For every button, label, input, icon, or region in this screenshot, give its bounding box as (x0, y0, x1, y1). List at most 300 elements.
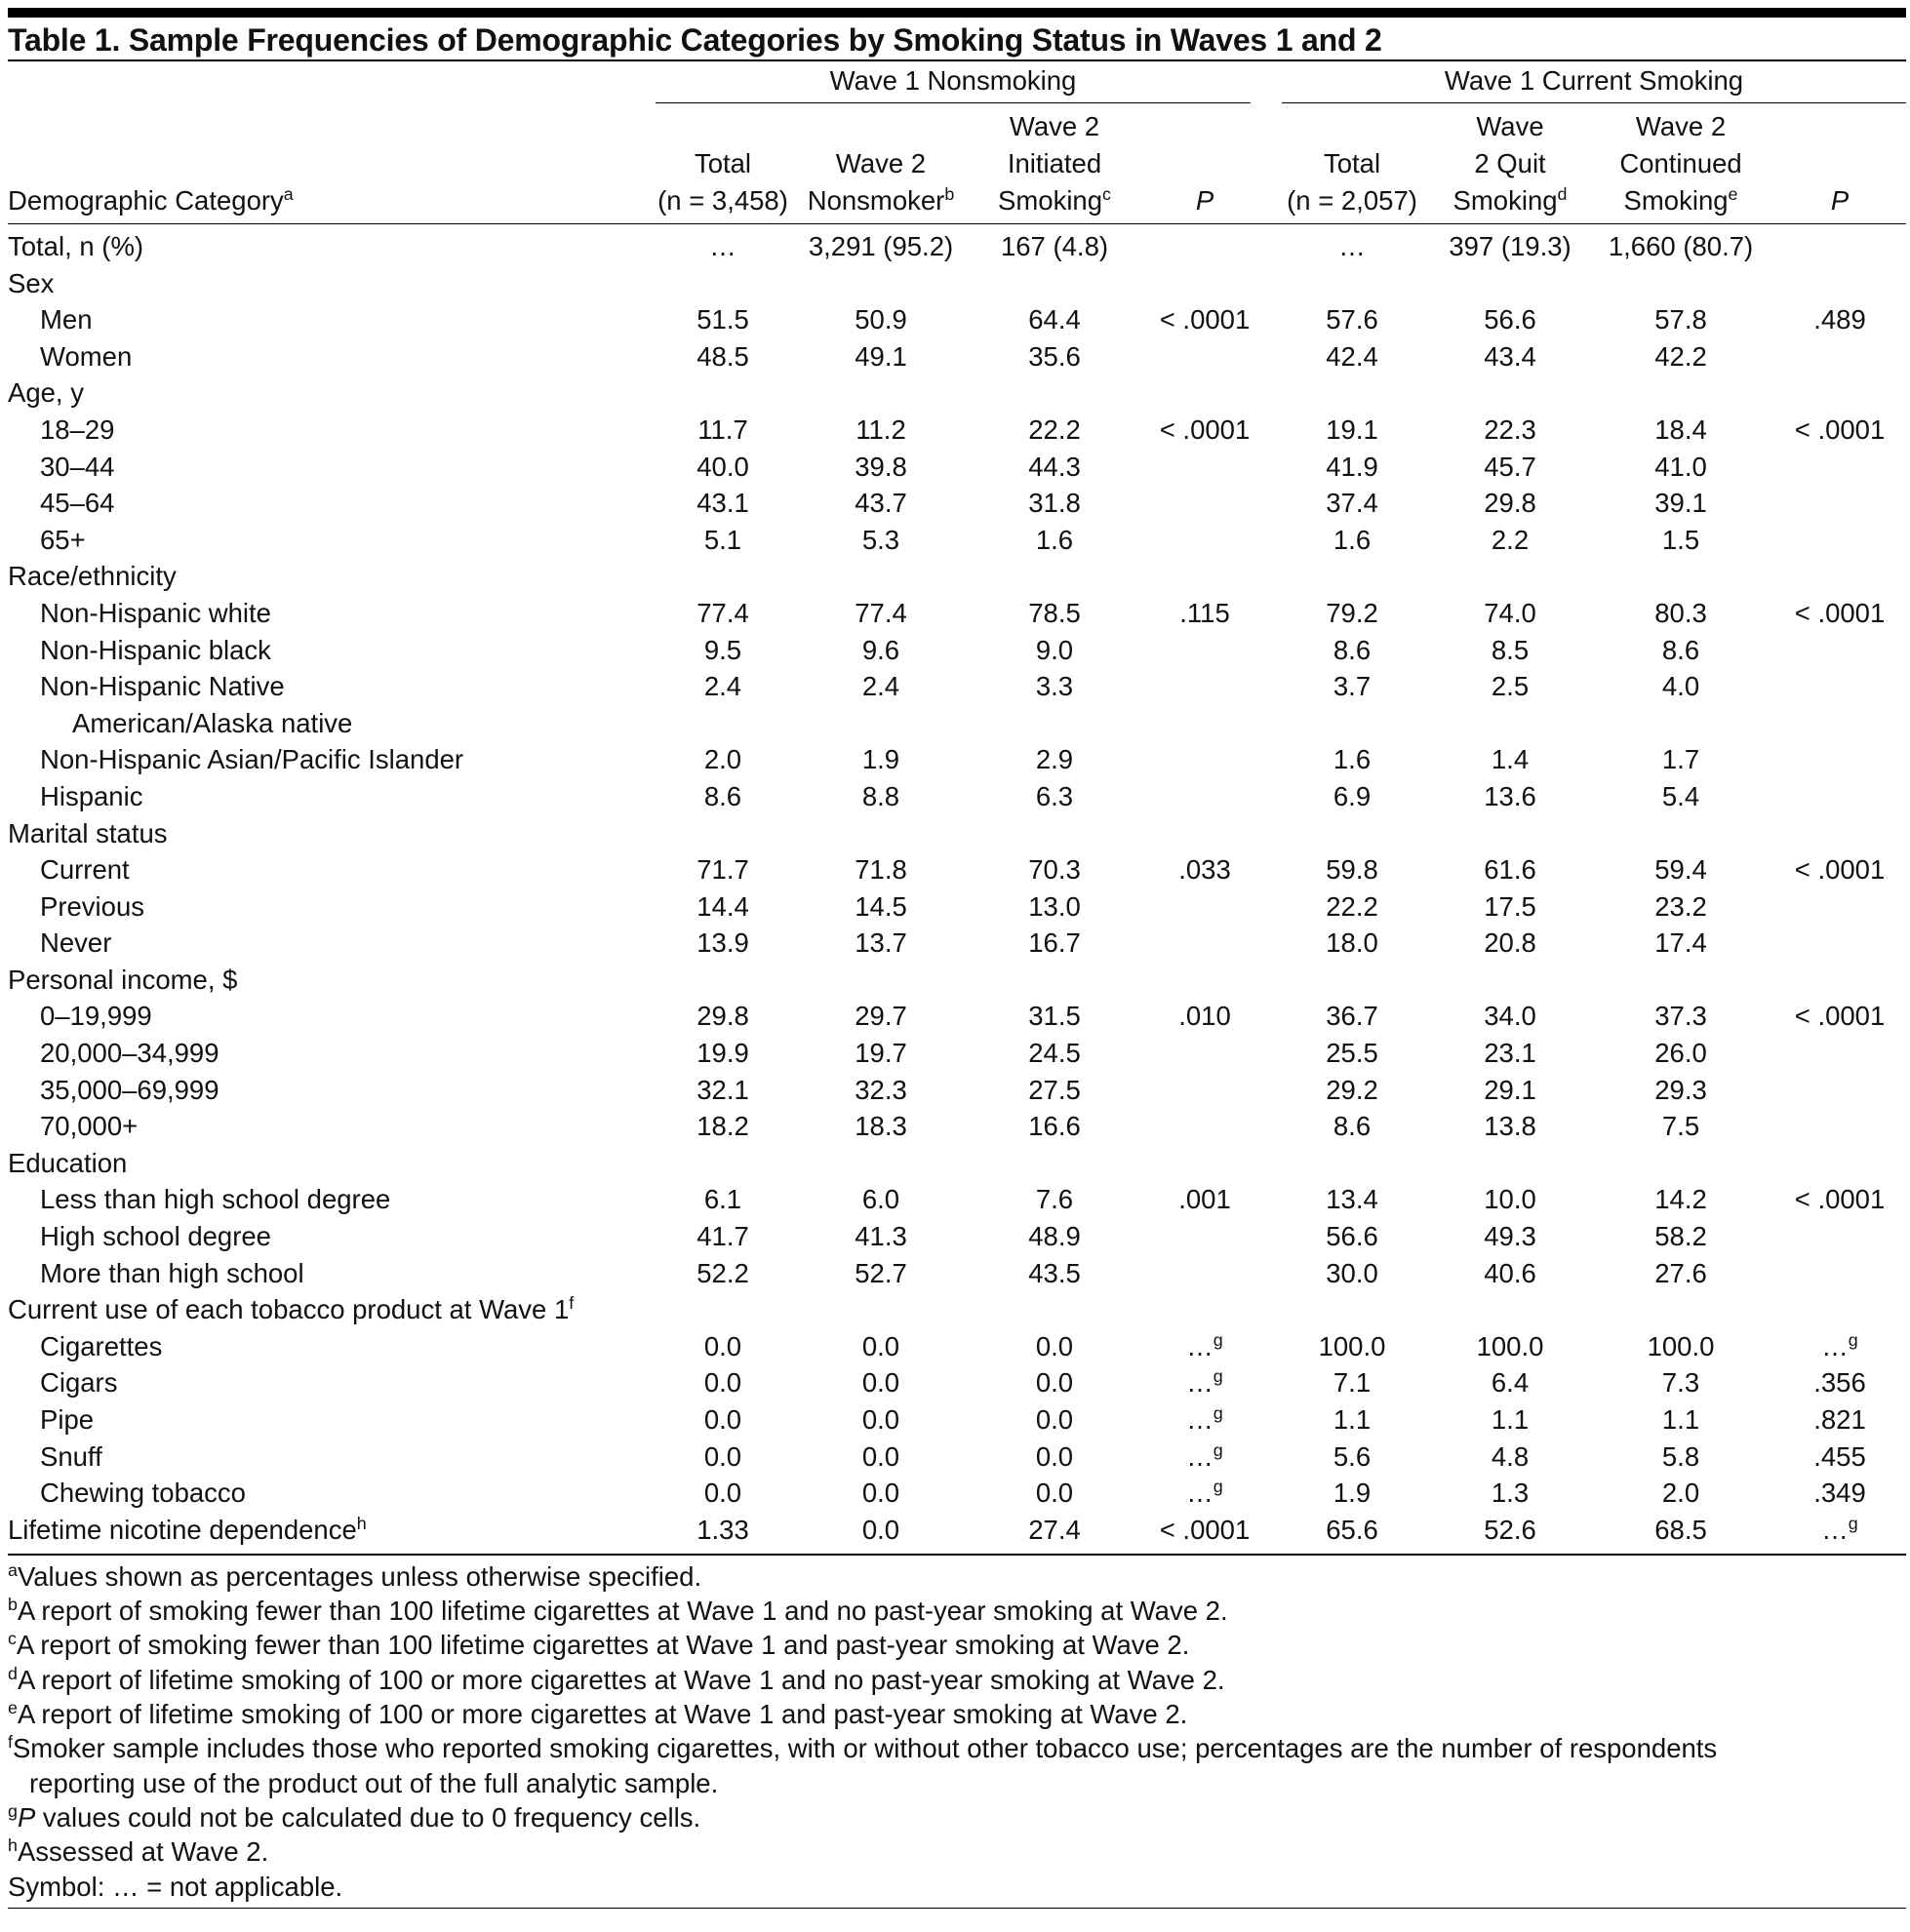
column-header-cs-p: P (1830, 184, 1850, 216)
table-cell (972, 705, 1137, 742)
group-header-nonsmoking: Wave 1 Nonsmoking (656, 61, 1272, 108)
table-row (8, 558, 1906, 595)
table-cell (790, 375, 972, 412)
table-cell: 48.5 (696, 340, 749, 372)
table-cell: 7.1 (1333, 1367, 1372, 1399)
table-cell: 6.1 (703, 1184, 742, 1215)
table-row (8, 1512, 1906, 1549)
table-cell: 13.6 (1484, 780, 1536, 811)
table-cell: 1.6 (1333, 524, 1372, 555)
table-cell (1137, 925, 1272, 962)
table-cell (1588, 1291, 1773, 1328)
table-cell: 32.3 (855, 1074, 907, 1105)
table-cell (1773, 815, 1906, 852)
table-cell: 64.4 (1028, 304, 1081, 335)
table-cell (1137, 815, 1272, 852)
table-cell (972, 558, 1137, 595)
table-row (8, 338, 1906, 375)
table-cell: 0.0 (861, 1478, 900, 1509)
table-cell (1272, 1145, 1432, 1182)
row-label: Non-Hispanic Native (40, 671, 285, 702)
footnote: $^f$Smoker sample includes those who reported smoking cigarettes, with or without other tobacco use; percentages are the number of respondents (8, 1732, 1718, 1764)
table-cell (1773, 778, 1906, 815)
table-row (8, 595, 1906, 632)
table-cell (1588, 375, 1773, 412)
table-row (8, 1439, 1906, 1476)
table-cell: 0.0 (1035, 1330, 1074, 1361)
table-cell: 9.0 (1035, 634, 1074, 665)
table-row (8, 449, 1906, 486)
row-label: 18–29 (40, 414, 115, 445)
table-cell: 22.2 (1028, 414, 1081, 445)
table-cell (1773, 485, 1906, 522)
row-label: Marital status (8, 817, 168, 848)
table-cell: 41.0 (1654, 451, 1707, 482)
table-cell: .821 (1813, 1404, 1866, 1435)
table-row (8, 962, 1906, 999)
table-cell: 43.7 (855, 488, 907, 519)
table-cell: 79.2 (1326, 597, 1378, 628)
table-cell: 27.6 (1654, 1257, 1707, 1288)
table-cell (1588, 962, 1773, 999)
column-header-ns-initiated: Wave 2 Initiated Smoking$^c$ (998, 110, 1111, 216)
table-row (8, 1108, 1906, 1145)
table-cell (790, 815, 972, 852)
table-cell (656, 1145, 790, 1182)
table-cell: 17.5 (1484, 890, 1536, 922)
row-label: Pipe (40, 1404, 95, 1435)
table-cell (1773, 1108, 1906, 1145)
table-row (8, 1035, 1906, 1072)
table-cell: 0.0 (861, 1367, 900, 1399)
table-cell: 29.8 (1484, 488, 1536, 519)
table-cell (1432, 558, 1588, 595)
table-cell: 29.2 (1326, 1074, 1378, 1105)
table-cell: 11.7 (697, 414, 748, 445)
table-cell: .349 (1813, 1478, 1866, 1509)
table-cell: …$^g$ (1821, 1329, 1858, 1361)
table-cell: < .0001 (1794, 1184, 1886, 1215)
table-cell (656, 265, 790, 302)
table-cell: 36.7 (1326, 1001, 1378, 1032)
table-cell: 3.3 (1035, 671, 1074, 702)
table-body (8, 224, 1906, 1548)
table-cell (790, 1145, 972, 1182)
table-cell: 13.7 (855, 927, 907, 959)
row-label: Women (40, 340, 133, 372)
table-cell: .356 (1813, 1367, 1866, 1399)
table-cell (790, 558, 972, 595)
table-cell: < .0001 (1159, 1514, 1251, 1545)
table-cell: < .0001 (1794, 1001, 1886, 1032)
table-cell: 22.2 (1326, 890, 1378, 922)
table-cell: 6.9 (1333, 780, 1372, 811)
table-row (8, 301, 1906, 338)
table-cell (1272, 815, 1432, 852)
row-label: Previous (40, 890, 144, 922)
table-row (8, 851, 1906, 888)
row-label: 70,000+ (40, 1111, 139, 1142)
table-cell (1137, 778, 1272, 815)
table-cell: 40.6 (1484, 1257, 1536, 1288)
table-cell (1773, 265, 1906, 302)
table-cell: < .0001 (1159, 414, 1251, 445)
table-cell: 29.1 (1484, 1074, 1536, 1105)
table-cell: 26.0 (1654, 1038, 1707, 1069)
table-cell (1272, 1291, 1432, 1328)
table-cell (1432, 705, 1588, 742)
table-cell: 1.1 (1333, 1404, 1372, 1435)
table-cell: 35.6 (1028, 340, 1081, 372)
row-label: Less than high school degree (40, 1184, 391, 1215)
table-cell: 4.0 (1661, 671, 1700, 702)
table-cell: 56.6 (1484, 304, 1536, 335)
table-cell: 10.0 (1484, 1184, 1536, 1215)
table-cell: …$^g$ (1186, 1366, 1223, 1399)
table-cell: .455 (1813, 1440, 1866, 1472)
table-cell: .115 (1179, 597, 1230, 628)
column-header-cs-continued: Wave 2 Continued Smoking$^e$ (1619, 110, 1742, 216)
table-cell (656, 705, 790, 742)
table-cell (1432, 962, 1588, 999)
table-cell: 42.4 (1326, 340, 1378, 372)
footnote: $^e$A report of lifetime smoking of 100 or more cigarettes at Wave 1 and past-year smoking at Wave 2. (8, 1697, 1188, 1730)
table-title: Table 1. Sample Frequencies of Demographic Categories by Smoking Status in Waves 1 and 2 (8, 22, 1382, 58)
table-cell: 18.0 (1326, 927, 1378, 959)
table-cell: 5.1 (703, 524, 742, 555)
table-cell: …$^g$ (1186, 1329, 1223, 1361)
table-cell: 397 (19.3) (1449, 231, 1572, 261)
bottom-rule (8, 1908, 1906, 1910)
table-cell: < .0001 (1794, 414, 1886, 445)
table-cell: 20.8 (1484, 927, 1536, 959)
row-label: Never (40, 927, 112, 959)
table-cell: 25.5 (1326, 1038, 1378, 1069)
table-cell: 78.5 (1028, 597, 1081, 628)
table-cell: …$^g$ (1186, 1477, 1223, 1509)
table-cell: …$^g$ (1186, 1402, 1223, 1435)
table-cell (1773, 338, 1906, 375)
table-cell: 1.3 (1491, 1478, 1530, 1509)
table-cell: 40.0 (696, 451, 749, 482)
table-cell (1137, 888, 1272, 926)
table-cell: 51.5 (696, 304, 749, 335)
table-cell (1773, 705, 1906, 742)
table-cell: 0.0 (1035, 1367, 1074, 1399)
table-cell: 0.0 (703, 1404, 742, 1435)
table-cell (1773, 668, 1906, 705)
table-cell (1137, 1291, 1272, 1328)
table-cell (1137, 1035, 1272, 1072)
table-row (8, 1145, 1906, 1182)
table-cell (790, 265, 972, 302)
table-cell: 71.8 (855, 854, 907, 886)
table-cell (1588, 1145, 1773, 1182)
table-cell: 43.5 (1028, 1257, 1081, 1288)
table-cell: 8.6 (1333, 634, 1372, 665)
row-label: Lifetime nicotine dependence$^h$ (8, 1513, 367, 1545)
table-cell (1137, 1218, 1272, 1255)
table-cell (1137, 1108, 1272, 1145)
table-cell: 1.6 (1333, 744, 1372, 775)
table-cell: 19.7 (855, 1038, 907, 1069)
table-cell: 16.7 (1028, 927, 1081, 959)
table-cell: 2.5 (1491, 671, 1530, 702)
table-cell: 50.9 (855, 304, 907, 335)
table-row (8, 998, 1906, 1035)
table-cell: 80.3 (1654, 597, 1707, 628)
table-cell: 45.7 (1484, 451, 1536, 482)
table-row (8, 1291, 1906, 1328)
table-cell: 6.4 (1491, 1367, 1530, 1399)
table-cell: 2.9 (1035, 744, 1074, 775)
table-cell (1773, 1291, 1906, 1328)
column-header-ns-p: P (1195, 184, 1214, 216)
table-cell: 32.1 (696, 1074, 749, 1105)
table-row (8, 705, 1906, 742)
table-cell: 49.3 (1484, 1221, 1536, 1252)
footnotes (8, 1556, 1906, 1904)
table-cell (1137, 375, 1272, 412)
table-cell: 27.5 (1028, 1074, 1081, 1105)
table-cell (972, 1145, 1137, 1182)
table-cell: 30.0 (1326, 1257, 1378, 1288)
table-cell: 1.1 (1661, 1404, 1700, 1435)
row-label: Age, y (8, 377, 84, 409)
table-cell (1773, 522, 1906, 559)
table-cell: 29.8 (696, 1001, 749, 1032)
footnote: Symbol: … = not applicable. (8, 1871, 343, 1902)
table-cell: < .0001 (1794, 597, 1886, 628)
row-label: 0–19,999 (40, 1001, 152, 1032)
table-cell: 39.8 (855, 451, 907, 482)
column-header-ns-nonsmoker: Wave 2 Nonsmoker$^b$ (807, 147, 955, 216)
row-label: Non-Hispanic white (40, 597, 271, 628)
table-cell: 8.6 (1333, 1111, 1372, 1142)
table-cell (1272, 558, 1432, 595)
table-cell (1137, 1145, 1272, 1182)
table-cell (1137, 338, 1272, 375)
table-cell (1272, 705, 1432, 742)
row-label: 35,000–69,999 (40, 1074, 219, 1105)
table-cell: 1.7 (1661, 744, 1700, 775)
column-header-category: Demographic Category$^a$ (8, 183, 294, 216)
row-label: Cigars (40, 1367, 118, 1399)
table-cell: 1.9 (1333, 1478, 1372, 1509)
table-cell (1588, 265, 1773, 302)
table-row (8, 1475, 1906, 1512)
row-label: Education (8, 1147, 128, 1178)
table-cell (1773, 1035, 1906, 1072)
table-cell: 100.0 (1647, 1330, 1715, 1361)
table-row (8, 668, 1906, 705)
table-cell (656, 375, 790, 412)
table-row (8, 815, 1906, 852)
table-cell: 5.8 (1661, 1440, 1700, 1472)
table-cell: 5.6 (1333, 1440, 1372, 1472)
table-cell: 52.2 (696, 1257, 749, 1288)
table-cell: 8.6 (703, 780, 742, 811)
table-cell (1773, 1218, 1906, 1255)
row-label: 45–64 (40, 488, 115, 519)
table-cell: 1.33 (696, 1514, 749, 1545)
table-cell: … (1338, 231, 1366, 261)
table-cell: 9.5 (703, 634, 742, 665)
table-cell: 0.0 (861, 1330, 900, 1361)
table-row (8, 224, 1906, 265)
row-label: More than high school (40, 1257, 304, 1288)
table-cell (1773, 1072, 1906, 1109)
table-cell: 52.7 (855, 1257, 907, 1288)
table-cell (1588, 705, 1773, 742)
table-cell: 100.0 (1318, 1330, 1386, 1361)
footnote: $^a$Values shown as percentages unless otherwise specified. (8, 1559, 702, 1592)
table-cell: 29.3 (1654, 1074, 1707, 1105)
table-cell: < .0001 (1159, 304, 1251, 335)
table-cell: 13.0 (1028, 890, 1081, 922)
table-cell (1432, 815, 1588, 852)
table-cell (1432, 375, 1588, 412)
footnote: $^d$A report of lifetime smoking of 100 or more cigarettes at Wave 1 and no past-year smoking at Wave 2. (8, 1663, 1225, 1695)
row-label: High school degree (40, 1221, 271, 1252)
table-cell (1137, 449, 1272, 486)
table-cell: 31.8 (1028, 488, 1081, 519)
table-cell: 71.7 (696, 854, 749, 886)
table-cell: 37.3 (1654, 1001, 1707, 1032)
table-row (8, 522, 1906, 559)
table-cell: 1.9 (861, 744, 900, 775)
table-cell: 1.4 (1491, 744, 1530, 775)
column-header-cs-quit: Wave 2 Quit Smoking$^d$ (1452, 110, 1568, 216)
table-cell: … (709, 231, 736, 261)
table-cell: 3,291 (95.2) (808, 231, 954, 261)
table-cell (1137, 741, 1272, 778)
table-cell: 0.0 (1035, 1404, 1074, 1435)
table-cell (1773, 449, 1906, 486)
table-cell (790, 1291, 972, 1328)
table-cell: 22.3 (1484, 414, 1536, 445)
table-cell: 14.5 (855, 890, 907, 922)
table-cell: 0.0 (1035, 1440, 1074, 1472)
table-cell: 41.3 (855, 1221, 907, 1252)
group-header-smoking: Wave 1 Current Smoking (1272, 61, 1906, 108)
table-cell: 2.4 (703, 671, 742, 702)
row-label: 20,000–34,999 (40, 1038, 219, 1069)
table-cell (1272, 962, 1432, 999)
table-cell (1588, 815, 1773, 852)
table-cell: 23.2 (1654, 890, 1707, 922)
table-page (8, 8, 1906, 1909)
row-label: Non-Hispanic black (40, 634, 271, 665)
table-cell: 57.8 (1654, 304, 1707, 335)
row-label: Current use of each tobacco product at Wave 1$^f$ (8, 1293, 575, 1325)
table-cell: 18.4 (1654, 414, 1707, 445)
table-cell: 59.4 (1654, 854, 1707, 886)
table-cell (1773, 962, 1906, 999)
row-label: Personal income, $ (8, 964, 238, 995)
table-cell (972, 815, 1137, 852)
table-row (8, 1181, 1906, 1218)
table-row (8, 1364, 1906, 1401)
row-label: Cigarettes (40, 1330, 163, 1361)
table-cell: 18.2 (696, 1111, 749, 1142)
table-cell: 29.7 (855, 1001, 907, 1032)
table-cell: 19.9 (696, 1038, 749, 1069)
table-cell: 27.4 (1028, 1514, 1081, 1545)
table-cell (656, 962, 790, 999)
table-cell (1137, 485, 1272, 522)
table-cell: …$^g$ (1186, 1439, 1223, 1472)
row-label: Current (40, 854, 130, 886)
table-cell (1432, 265, 1588, 302)
table-cell (1272, 375, 1432, 412)
table-cell: 1.1 (1491, 1404, 1530, 1435)
table-cell (1773, 741, 1906, 778)
footnote: $^g$P values could not be calculated due to 0 frequency cells. (8, 1800, 701, 1833)
table-row (8, 485, 1906, 522)
table-cell: 7.3 (1661, 1367, 1700, 1399)
table-row (8, 1072, 1906, 1109)
table-cell: 7.5 (1661, 1111, 1700, 1142)
row-label: Non-Hispanic Asian/Pacific Islander (40, 744, 464, 775)
column-header-cs-total: Total (n = 2,057) (1287, 147, 1417, 216)
table-cell: 31.5 (1028, 1001, 1081, 1032)
table-cell: 56.6 (1326, 1221, 1378, 1252)
table-cell: 39.1 (1654, 488, 1707, 519)
table-row (8, 1218, 1906, 1255)
table-cell: 1,660 (80.7) (1608, 231, 1754, 261)
table-row (8, 1255, 1906, 1292)
table-cell: 167 (4.8) (1000, 231, 1109, 261)
table-cell: 100.0 (1476, 1330, 1544, 1361)
table-cell: 1.5 (1661, 524, 1700, 555)
table-cell: 18.3 (855, 1111, 907, 1142)
table-cell: 2.0 (703, 744, 742, 775)
table-cell: 14.4 (696, 890, 749, 922)
table-cell: 0.0 (1035, 1478, 1074, 1509)
table-cell (1773, 375, 1906, 412)
table-cell: 0.0 (703, 1330, 742, 1361)
table-cell: 2.2 (1491, 524, 1530, 555)
footnote-continuation: reporting use of the product out of the full analytic sample. (29, 1767, 719, 1798)
table-cell: 8.8 (861, 780, 900, 811)
table-cell: 2.4 (861, 671, 900, 702)
table-cell (656, 1291, 790, 1328)
table-cell: 0.0 (861, 1404, 900, 1435)
row-label: 30–44 (40, 451, 115, 482)
table-cell (790, 705, 972, 742)
table-cell (1588, 558, 1773, 595)
table-row (8, 741, 1906, 778)
row-label: Hispanic (40, 780, 143, 811)
table-row (8, 1401, 1906, 1439)
table-cell: 42.2 (1654, 340, 1707, 372)
table-cell: 0.0 (703, 1367, 742, 1399)
table-cell (1272, 265, 1432, 302)
table-cell: 16.6 (1028, 1111, 1081, 1142)
table-row (8, 778, 1906, 815)
table-cell: 44.3 (1028, 451, 1081, 482)
row-label: Men (40, 304, 93, 335)
table-cell (1137, 558, 1272, 595)
table-cell: 9.6 (861, 634, 900, 665)
footnote: $^c$A report of smoking fewer than 100 lifetime cigarettes at Wave 1 and past-year smoking at Wave 2. (8, 1629, 1190, 1661)
table-cell (1137, 962, 1272, 999)
table-row (8, 632, 1906, 669)
table-cell: 17.4 (1654, 927, 1707, 959)
table-cell: 68.5 (1654, 1514, 1707, 1545)
table-cell: 23.1 (1484, 1038, 1536, 1069)
